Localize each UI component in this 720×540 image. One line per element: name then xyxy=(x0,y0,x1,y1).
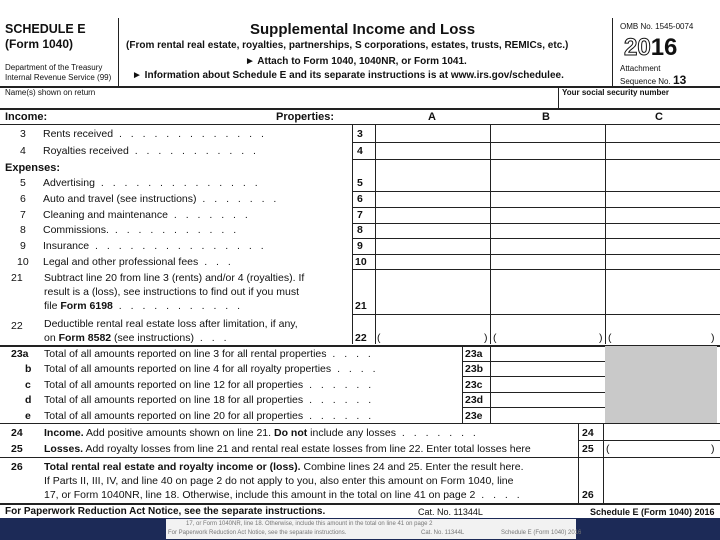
line-10-label: Legal and other professional fees . . . xyxy=(43,256,234,268)
line-23b-number: b xyxy=(25,363,32,375)
line-25-paren-open: ( xyxy=(606,443,610,455)
line-8-label: Commissions. . . . . . . . . . . . xyxy=(43,224,240,236)
line-25-box: 25 xyxy=(582,443,594,455)
line-22-text-2: on Form 8582 (see instructions) . . . xyxy=(44,332,230,344)
line-26-text-2: If Parts II, III, IV, and line 40 on page 2 do not apply to you, also enter this amount on Form 1040, line xyxy=(44,475,514,487)
paperwork-notice: For Paperwork Reduction Act Notice, see the separate instructions. xyxy=(5,506,326,517)
line-23c-label: Total of all amounts reported on line 12 for all properties . . . . . . xyxy=(44,379,375,391)
line-24-number: 24 xyxy=(11,427,23,439)
line-8-number: 8 xyxy=(20,224,26,236)
column-b-header: B xyxy=(542,111,550,123)
info-instruction: ► Information about Schedule E and its separate instructions is at www.irs.gov/schedulee. xyxy=(132,70,564,81)
line-8-box: 8 xyxy=(357,224,363,236)
line-3-number: 3 xyxy=(20,128,26,140)
line-22-c-paren-open: ( xyxy=(608,332,612,344)
ghost-page xyxy=(166,519,582,539)
column-a-header: A xyxy=(428,111,436,123)
column-c-header: C xyxy=(655,111,663,123)
line-21-box: 21 xyxy=(355,300,367,312)
ghost-line-3: Cat. No. 11344L xyxy=(421,530,465,536)
line-23d-label: Total of all amounts reported on line 18 for all properties . . . . . . xyxy=(44,394,375,406)
line-9-box: 9 xyxy=(357,240,363,252)
line-23b-label: Total of all amounts reported on line 4 for all royalty properties . . . . xyxy=(44,363,379,375)
ghost-line-2: For Paperwork Reduction Act Notice, see the separate instructions. xyxy=(168,530,347,536)
line-5-number: 5 xyxy=(20,177,26,189)
omb-number: OMB No. 1545-0074 xyxy=(620,22,694,31)
form-subtitle: (From rental real estate, royalties, partnerships, S corporations, estates, trusts, REMICs, etc.) xyxy=(126,40,569,51)
line-22-a-paren-close: ) xyxy=(484,332,488,344)
line-23e-number: e xyxy=(25,410,31,422)
line-6-label: Auto and travel (see instructions) . . . . . . . xyxy=(43,193,280,205)
line-9-number: 9 xyxy=(20,240,26,252)
line-9-label: Insurance . . . . . . . . . . . . . . . xyxy=(43,240,267,252)
sequence-label: Sequence No. 13 xyxy=(620,73,687,87)
line-25-number: 25 xyxy=(11,443,23,455)
line-21-text-3: file Form 6198 . . . . . . . . . . . xyxy=(44,300,244,312)
line-22-box: 22 xyxy=(355,332,367,344)
line-3-label: Rents received . . . . . . . . . . . . . xyxy=(43,128,267,140)
line-22-b-paren-open: ( xyxy=(493,332,497,344)
line-3-box: 3 xyxy=(357,128,363,140)
line-5-box: 5 xyxy=(357,177,363,189)
line-4-box: 4 xyxy=(357,145,363,157)
line-6-box: 6 xyxy=(357,193,363,205)
line-4-label: Royalties received . . . . . . . . . . . xyxy=(43,145,259,157)
line-4-number: 4 xyxy=(20,145,26,157)
line-22-b-paren-close: ) xyxy=(599,332,603,344)
shaded-area xyxy=(605,346,717,423)
line-23a-number: 23a xyxy=(11,348,29,360)
expenses-label: Expenses: xyxy=(5,162,61,174)
line-7-number: 7 xyxy=(20,209,26,221)
ghost-line-4: Schedule E (Form 1040) 2016 xyxy=(501,530,582,536)
line-25-label: Losses. Add royalty losses from line 21 and rental real estate losses from line 22. Enter total losses here xyxy=(44,443,531,455)
irs-label: Internal Revenue Service (99) xyxy=(5,73,112,82)
line-23d-box: 23d xyxy=(465,394,484,406)
line-23e-box: 23e xyxy=(465,410,483,422)
line-26-text-1: Total rental real estate and royalty income or (loss). Combine lines 24 and 25. Enter the result here. xyxy=(44,461,524,473)
form-label: (Form 1040) xyxy=(5,37,74,51)
line-10-box: 10 xyxy=(355,256,367,268)
attach-instruction: ► Attach to Form 1040, 1040NR, or Form 1041. xyxy=(245,56,467,67)
line-23d-number: d xyxy=(25,394,32,406)
line-22-a-paren-open: ( xyxy=(377,332,381,344)
line-24-box: 24 xyxy=(582,427,594,439)
line-26-text-3: 17, or Form 1040NR, line 18. Otherwise, include this amount in the total on line 41 on page 2 . . . . xyxy=(44,489,523,501)
dept-label: Department of the Treasury xyxy=(5,63,103,72)
line-23a-box: 23a xyxy=(465,348,483,360)
line-26-number: 26 xyxy=(11,461,23,473)
line-23c-number: c xyxy=(25,379,31,391)
line-23e-label: Total of all amounts reported on line 20 for all properties . . . . . . xyxy=(44,410,375,422)
line-22-c-paren-close: ) xyxy=(711,332,715,344)
schedule-footer: Schedule E (Form 1040) 2016 xyxy=(590,507,715,517)
line-5-label: Advertising . . . . . . . . . . . . . . xyxy=(43,177,261,189)
properties-label: Properties: xyxy=(276,111,335,123)
line-10-number: 10 xyxy=(17,256,29,268)
attachment-label: Attachment xyxy=(620,64,661,73)
line-23c-box: 23c xyxy=(465,379,483,391)
schedule-label: SCHEDULE E xyxy=(5,22,86,36)
line-26-box: 26 xyxy=(582,489,594,501)
line-21-number: 21 xyxy=(11,272,23,284)
cat-number: Cat. No. 11344L xyxy=(418,507,483,517)
names-label: Name(s) shown on return xyxy=(5,88,96,97)
line-21-text-2: result is a (loss), see instructions to find out if you must xyxy=(44,286,300,298)
ghost-line-1: 17, or Form 1040NR, line 18. Otherwise, include this amount in the total on line 41 on page 2 xyxy=(186,521,433,527)
line-24-label: Income. Add positive amounts shown on line 21. Do not include any losses . . . . . . . xyxy=(44,427,479,439)
line-22-number: 22 xyxy=(11,320,23,332)
line-7-label: Cleaning and maintenance . . . . . . . xyxy=(43,209,251,221)
line-6-number: 6 xyxy=(20,193,26,205)
form-title: Supplemental Income and Loss xyxy=(250,21,476,38)
line-21-text-1: Subtract line 20 from line 3 (rents) and/or 4 (royalties). If xyxy=(44,272,305,284)
line-25-paren-close: ) xyxy=(711,443,715,455)
income-label: Income: xyxy=(5,111,48,123)
line-7-box: 7 xyxy=(357,209,363,221)
line-22-text-1: Deductible rental real estate loss after limitation, if any, xyxy=(44,318,298,330)
tax-year: 2016 xyxy=(624,34,678,61)
line-23a-label: Total of all amounts reported on line 3 for all rental properties . . . . xyxy=(44,348,374,360)
ssn-label: Your social security number xyxy=(562,88,669,97)
line-23b-box: 23b xyxy=(465,363,484,375)
